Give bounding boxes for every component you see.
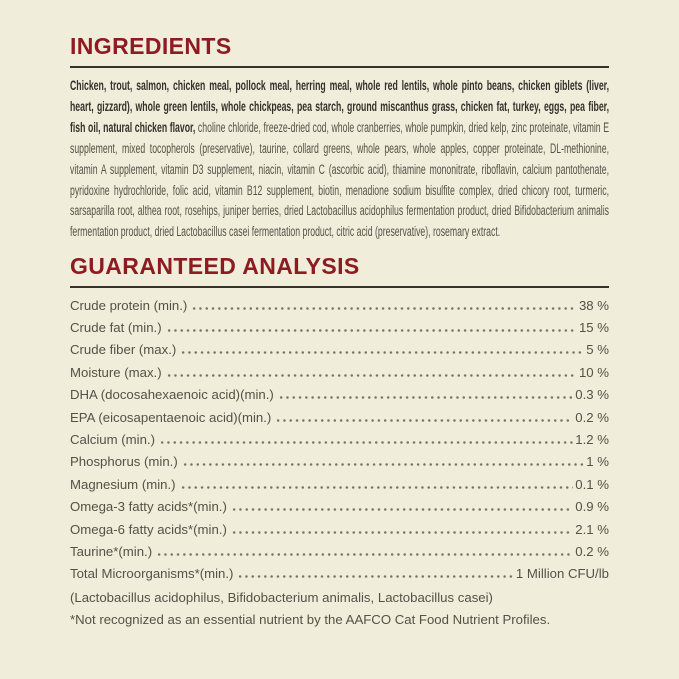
analysis-row-value: 5 % (586, 342, 609, 358)
dot-leader (182, 463, 585, 466)
analysis-row-value: 38 % (578, 297, 609, 313)
aafco-footnote: *Not recognized as an essential nutrient by the AAFCO Cat Food Nutrient Profiles. (70, 611, 551, 627)
analysis-row-value: 0.9 % (575, 499, 609, 515)
analysis-row-label: DHA (docosahexaenoic acid)(min.) (70, 387, 274, 403)
analysis-row-value: 1 % (586, 454, 609, 470)
guaranteed-analysis-section (70, 253, 609, 630)
analysis-row-label: EPA (eicosapentaenoic acid)(min.) (70, 409, 272, 425)
dot-leader (231, 508, 573, 511)
analysis-row (70, 495, 609, 517)
analysis-row-value: 0.2 % (575, 543, 609, 559)
analysis-row-label: Crude fat (min.) (70, 320, 162, 336)
analysis-row-value: 0.3 % (575, 387, 609, 403)
analysis-row (70, 428, 609, 450)
analysis-row-value: 1 Million CFU/lb (515, 566, 609, 582)
analysis-row (70, 472, 609, 494)
analysis-row-label: Phosphorus (min.) (70, 454, 178, 470)
microorganisms-detail: (Lactobacillus acidophilus, Bifidobacterium animalis, Lactobacillus casei) (70, 590, 493, 606)
dot-leader (180, 486, 574, 489)
analysis-row (70, 405, 609, 427)
analysis-row-value: 0.1 % (575, 476, 609, 492)
analysis-row-label: Moisture (max.) (70, 364, 162, 380)
ingredients-text-block (70, 76, 609, 243)
dot-leader (237, 575, 514, 578)
dot-leader (156, 553, 573, 556)
analysis-row (70, 540, 609, 562)
analysis-row (70, 316, 609, 338)
analysis-table (70, 293, 609, 584)
analysis-row-label: Magnesium (min.) (70, 476, 176, 492)
dot-leader (275, 419, 573, 422)
analysis-row-label: Taurine*(min.) (70, 543, 153, 559)
ingredients-primary-list: Chicken, trout, salmon, chicken meal, pollock meal, herring meal, whole red lentils, whole pinto beans, chicken giblets (liver, heart, gizzard), whole green lentils, whole chickpeas, pea starch, ground miscanthus grass, chicken fat, turkey, eggs, pea fiber, fish oil, natural chicken flavor, (70, 78, 610, 135)
dot-leader (180, 351, 584, 354)
ingredients-text (70, 76, 609, 243)
ingredients-secondary-list: choline chloride, freeze-dried cod, whole cranberries, whole pumpkin, dried kelp, zinc proteinate, vitamin E supplement, mixed tocopherols (preservative), taurine, collard greens, whole pears, whole apples, copper proteinate, DL-methionine, vitamin A supplement, vitamin D3 supplement, niacin, vitamin C (ascorbic acid), thiamine mononitrate, riboflavin, calcium pantothenate, pyridoxine hydrochloride, folic acid, vitamin B12 supplement, biotin, menadione sodium bisulfite complex, dried chicory root, turmeric, sarsaparilla root, althea root, rosehips, juniper berries, dried Lactobacillus acidophilus fermentation product, dried Bifidobacterium animalis fermentation product, dried Lactobacillus casei fermentation product, citric acid (preservative), rosemary extract. (70, 119, 610, 240)
guaranteed-analysis-divider (70, 286, 609, 288)
analysis-row-value: 1.2 % (575, 431, 609, 447)
dot-leader (166, 329, 577, 332)
analysis-row-label: Calcium (min.) (70, 431, 155, 447)
analysis-row-label: Omega-3 fatty acids*(min.) (70, 499, 227, 515)
analysis-row-value: 15 % (578, 320, 609, 336)
analysis-row (70, 517, 609, 539)
dot-leader (231, 531, 573, 534)
guaranteed-analysis-title: GUARANTEED ANALYSIS (70, 253, 360, 280)
dot-leader (191, 307, 577, 310)
dot-leader (159, 441, 573, 444)
analysis-row (70, 338, 609, 360)
ingredients-title: INGREDIENTS (70, 33, 232, 59)
analysis-row (70, 383, 609, 405)
analysis-row-label: Crude fiber (max.) (70, 342, 177, 358)
analysis-row (70, 450, 609, 472)
analysis-row (70, 562, 609, 584)
analysis-row-label: Crude protein (min.) (70, 297, 188, 313)
analysis-row-value: 10 % (578, 364, 609, 380)
ingredients-divider (70, 66, 609, 68)
dot-leader (278, 396, 574, 399)
analysis-row (70, 293, 609, 315)
analysis-row-value: 2.1 % (575, 521, 609, 537)
analysis-row (70, 360, 609, 382)
analysis-row-label: Total Microorganisms*(min.) (70, 566, 234, 582)
ingredients-section (70, 33, 609, 243)
dot-leader (166, 374, 577, 377)
analysis-row-label: Omega-6 fatty acids*(min.) (70, 521, 227, 537)
analysis-row-value: 0.2 % (575, 409, 609, 425)
